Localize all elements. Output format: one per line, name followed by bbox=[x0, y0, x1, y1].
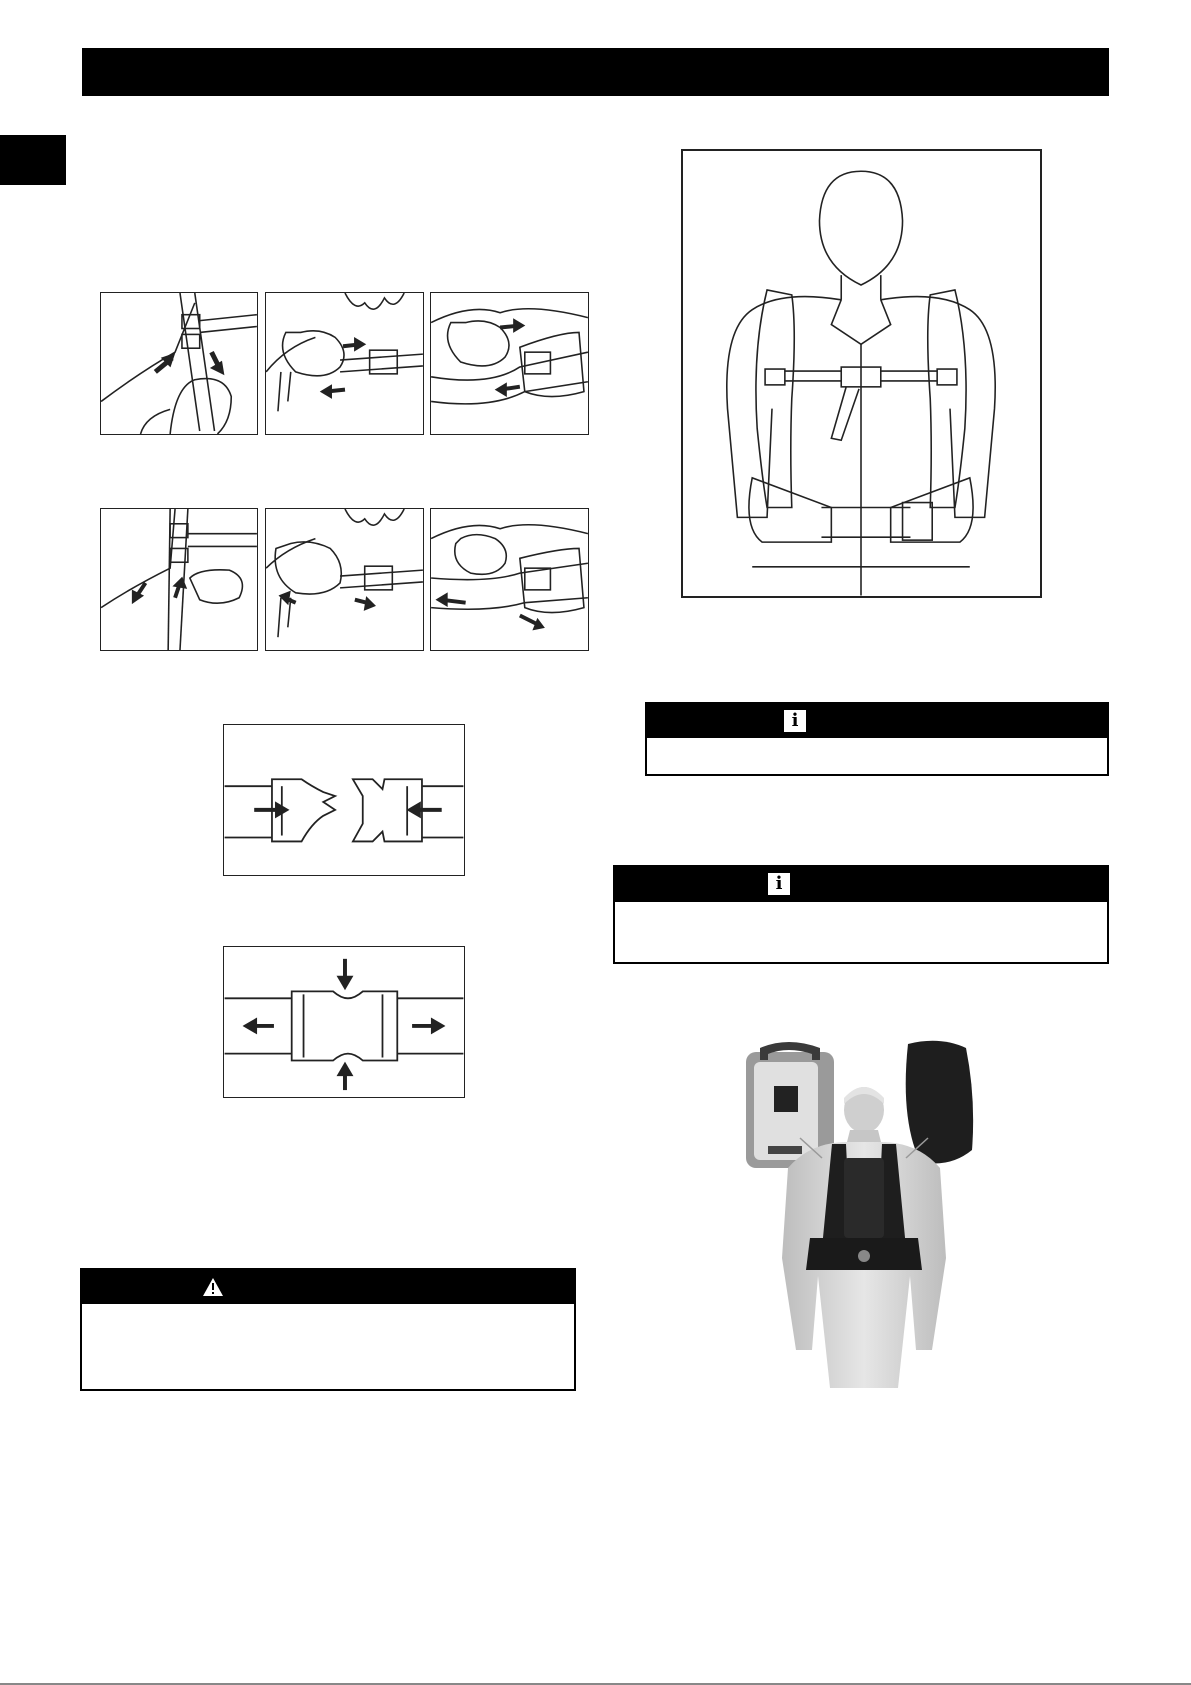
note-box-1-header bbox=[647, 704, 1107, 738]
shoulder-strap-tighten-illustration bbox=[100, 292, 258, 435]
note-box-2-header bbox=[615, 867, 1107, 902]
info-icon: i bbox=[784, 710, 806, 732]
shoulder-strap-loosen-illustration bbox=[100, 508, 258, 651]
waist-belt-loosen-illustration bbox=[430, 508, 589, 651]
info-icon: i bbox=[768, 873, 790, 895]
warning-triangle-icon bbox=[202, 1277, 224, 1297]
buckle-connect-illustration bbox=[223, 724, 465, 876]
note-box-2 bbox=[613, 865, 1109, 964]
note-box-1 bbox=[645, 702, 1109, 776]
buckle-release-illustration bbox=[223, 946, 465, 1098]
language-tab bbox=[0, 135, 66, 185]
chest-strap-loosen-illustration bbox=[265, 508, 424, 651]
warning-box-text bbox=[82, 1304, 574, 1316]
backpack-harness-photo bbox=[740, 1038, 985, 1388]
chest-strap-tighten-illustration bbox=[265, 292, 424, 435]
wearer-harness-front-illustration bbox=[681, 149, 1042, 598]
section-header-bar bbox=[82, 48, 1109, 96]
note-box-1-text bbox=[647, 738, 1107, 750]
warning-box-header bbox=[82, 1270, 574, 1304]
warning-box bbox=[80, 1268, 576, 1391]
note-box-2-text bbox=[615, 902, 1107, 914]
waist-belt-tighten-illustration bbox=[430, 292, 589, 435]
